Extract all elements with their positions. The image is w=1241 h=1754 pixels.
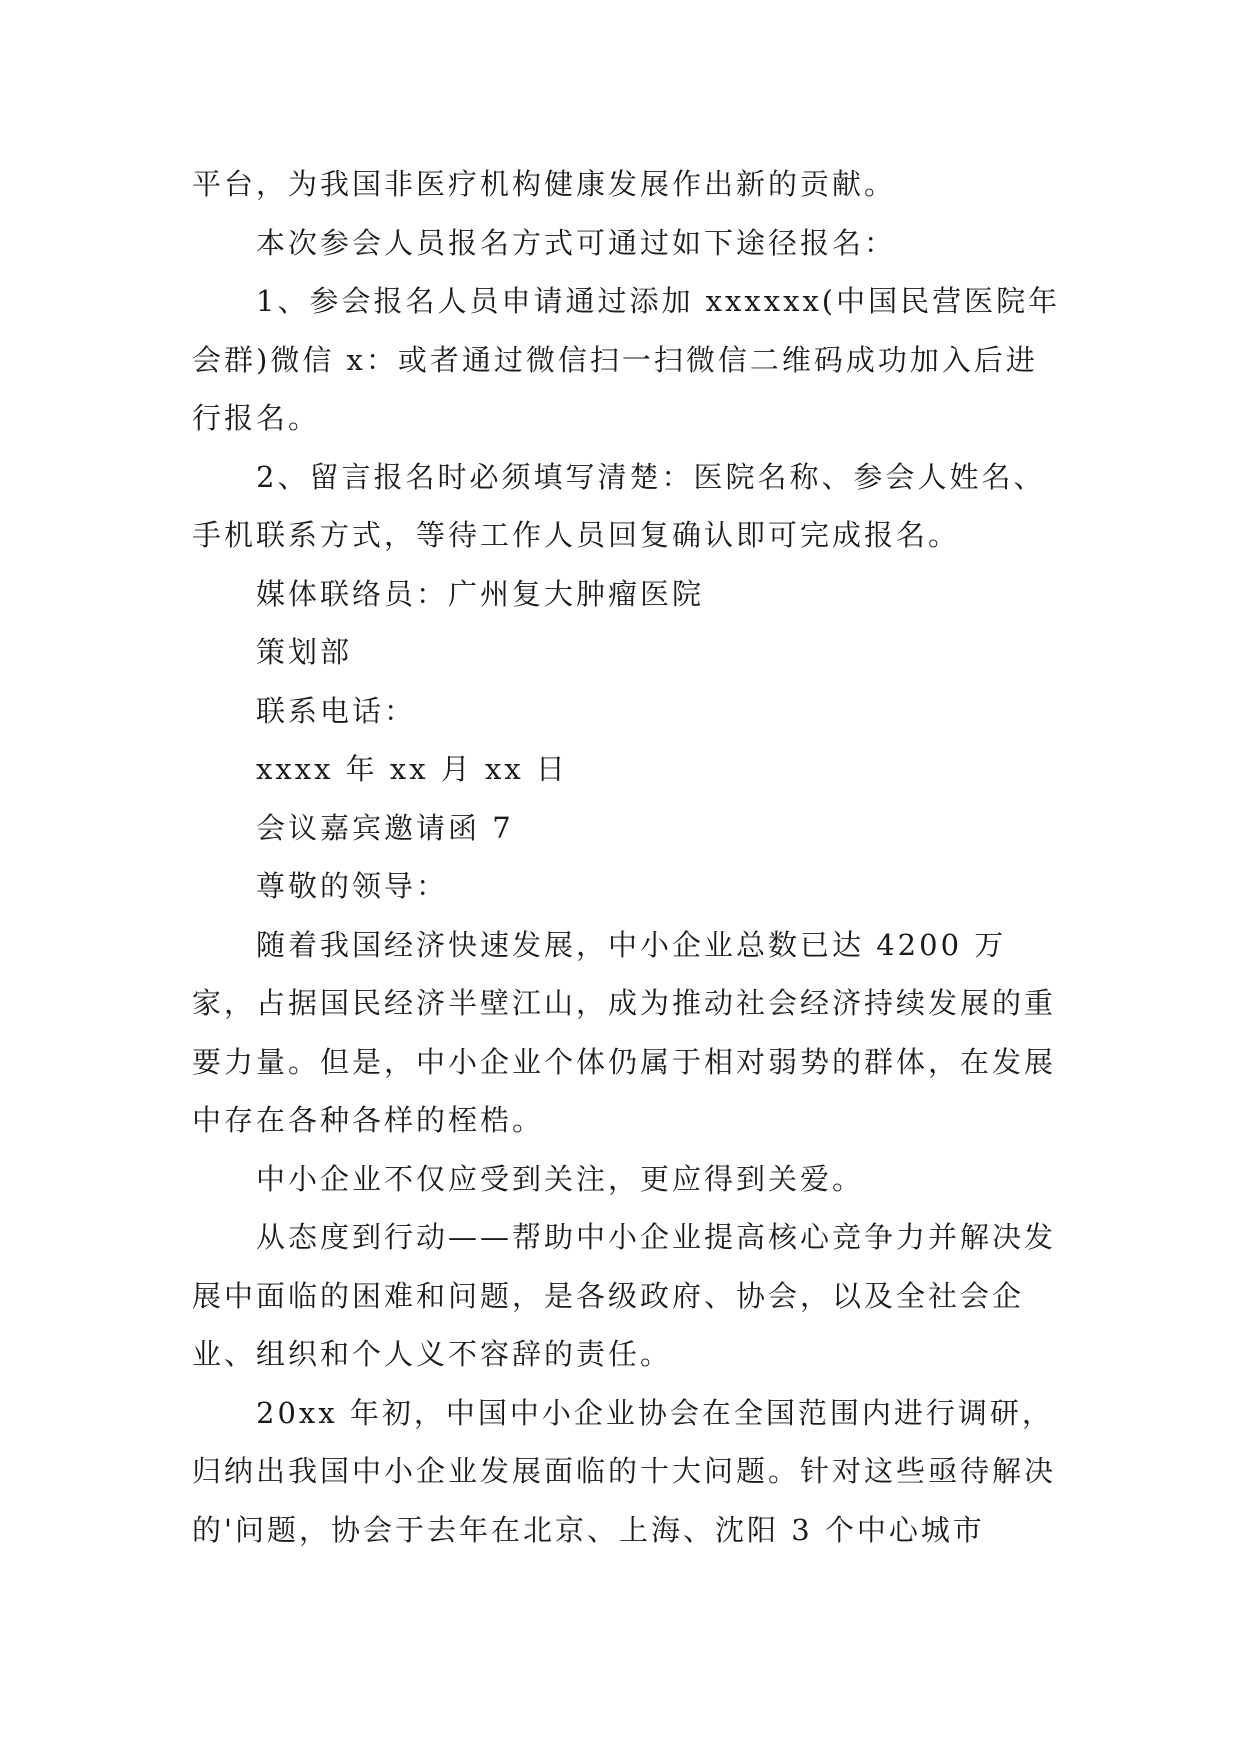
- paragraph-responsibility: 从态度到行动——帮助中小企业提高核心竞争力并解决发展中面临的困难和问题，是各级政府、协会，以及全社会企业、组织和个人义不容辞的责任。: [192, 1220, 1057, 1371]
- paragraph-media-contact: 媒体联络员：广州复大肿瘤医院: [256, 576, 705, 611]
- paragraph-salutation: 尊敬的领导：: [256, 869, 449, 903]
- paragraph-registration-intro: 本次参会人员报名方式可通过如下途径报名：: [256, 225, 897, 260]
- paragraph-date: xxxx 年 xx 月 xx 日: [256, 752, 568, 786]
- paragraph-economy-background: 随着我国经济快速发展，中小企业总数已达 4200 万家，占据国民经济半壁江山，成为推动社会经济持续发展的重要力量。但是，中小企业个体仍属于相对弱势的群体，在发展中存在各种各样的桎梏。: [192, 927, 1057, 1137]
- document-body: [192, 155, 1062, 1559]
- paragraph-platform-contribution: 平台，为我国非医疗机构健康发展作出新的贡献。: [192, 167, 897, 201]
- paragraph-phone: 联系电话：: [256, 693, 417, 728]
- paragraph-research: 20xx 年初，中国中小企业协会在全国范围内进行调研，归纳出我国中小企业发展面临的十大问题。针对这些亟待解决的'问题，协会于去年在北京、上海、沈阳 3 个中心城市: [192, 1395, 1057, 1547]
- paragraph-letter-title: 会议嘉宾邀请函 7: [256, 810, 514, 845]
- paragraph-registration-step-2: 2、留言报名时必须填写清楚：医院名称、参会人姓名、手机联系方式，等待工作人员回复确认即可完成报名。: [192, 459, 1046, 552]
- paragraph-registration-step-1: 1、参会报名人员申请通过添加 xxxxxx(中国民营医院年会群)微信 x：或者通过微信扫一扫微信二维码成功加入后进行报名。: [192, 284, 1061, 435]
- paragraph-attention: 中小企业不仅应受到关注，更应得到关爱。: [256, 1161, 865, 1196]
- paragraph-department: 策划部: [256, 635, 353, 669]
